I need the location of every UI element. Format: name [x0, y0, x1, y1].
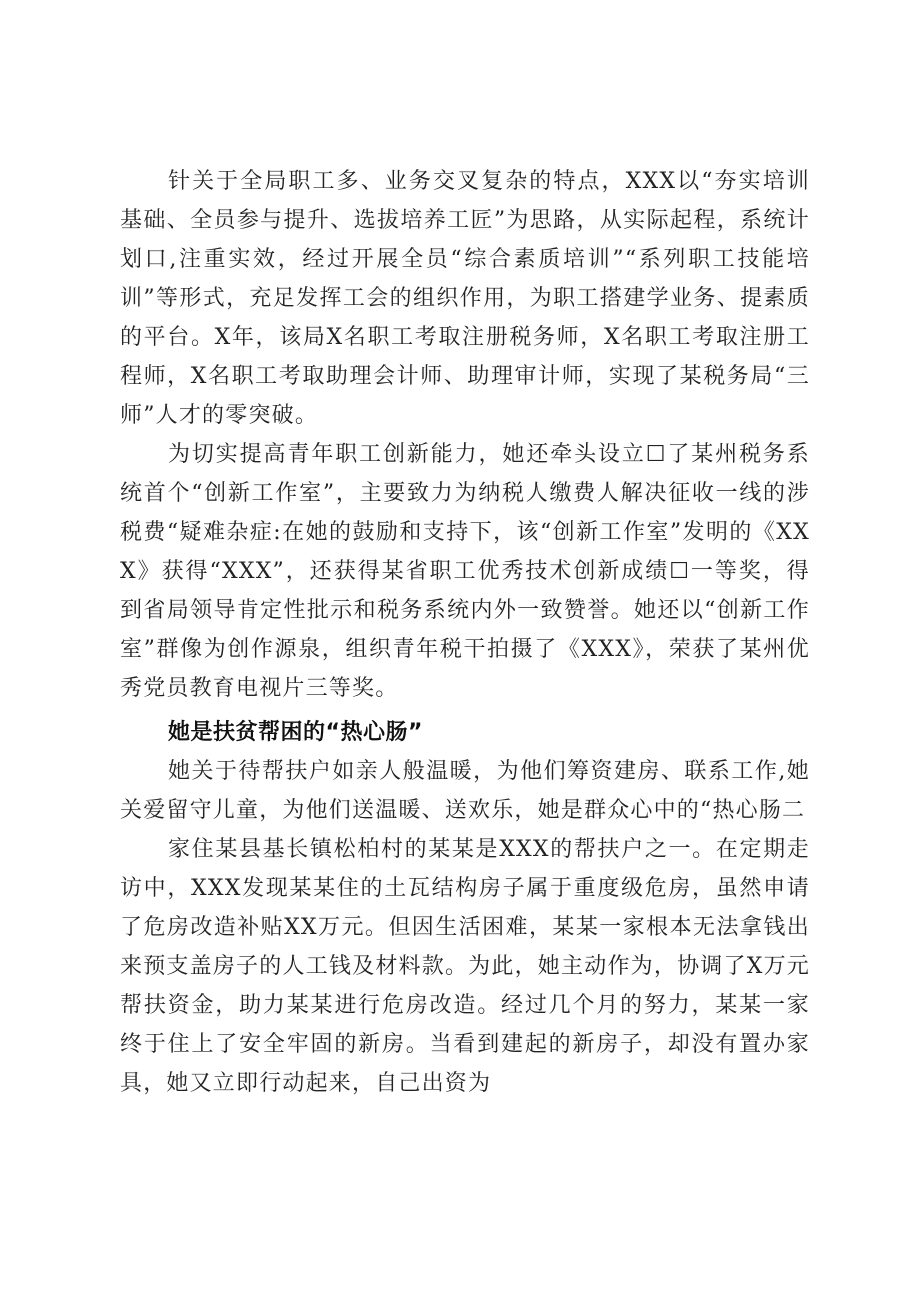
paragraph-innovation-studio: 为切实提高青年职工创新能力，她还牵头设立☐了某州税务系统首个“创新工作室”，主要致力为纳税人缴费人解决征收一线的涉税费“疑难杂症:在她的鼓励和支持下，该“创新工作室”发明的《XXX》获得“XXX”，还获得某省职工优秀技术创新成绩☐一等奖，得到省局领导肯定性批示和税务系统内外一致赞誉。她还以“创新工作室”群像为创作源泉，组织青年税干拍摄了《XXX》，荣获了某州优秀党员教育电视片三等奖。 [120, 442, 810, 701]
section-heading: 她是扶贫帮困的“热心肠” [168, 720, 423, 745]
paragraph-poverty-aid-intro: 她关于待帮扶户如亲人般温暖，为他们筹资建房、联系工作,她关爱留守儿童，为他们送温暖、送欢乐，她是群众心中的“热心肠二 [120, 759, 810, 823]
paragraph-training: 针关于全局职工多、业务交叉复杂的特点，XXX以“夯实培训基础、全员参与提升、选拔培养工匠”为思路，从实际起程，系统计划口,注重实效，经过开展全员“综合素质培训”“系列职工技能培训”等形式，充足发挥工会的组织作用，为职工搭建学业务、提素质的平台。X年，该局X名职工考取注册税务师，X名职工考取注册工程师，X名职工考取助理会计师、助理审计师，实现了某税务局“三师”人才的零突破。 [120, 169, 810, 428]
paragraph-housing-aid: 家住某县基长镇松柏村的某某是XXX的帮扶户之一。在定期走访中，XXX发现某某住的土瓦结构房子属于重度级危房，虽然申请了危房改造补贴XX万元。但因生活困难，某某一家根本无法拿钱出来预支盖房子的人工钱及材料款。为此，她主动作为，协调了X万元帮扶资金，助力某某进行危房改造。经过几个月的努力，某某一家终于住上了安全牢固的新房。当看到建起的新房子，却没有置办家具，她又立即行动起来，自己出资为 [120, 837, 810, 1096]
document-body [120, 162, 810, 1103]
